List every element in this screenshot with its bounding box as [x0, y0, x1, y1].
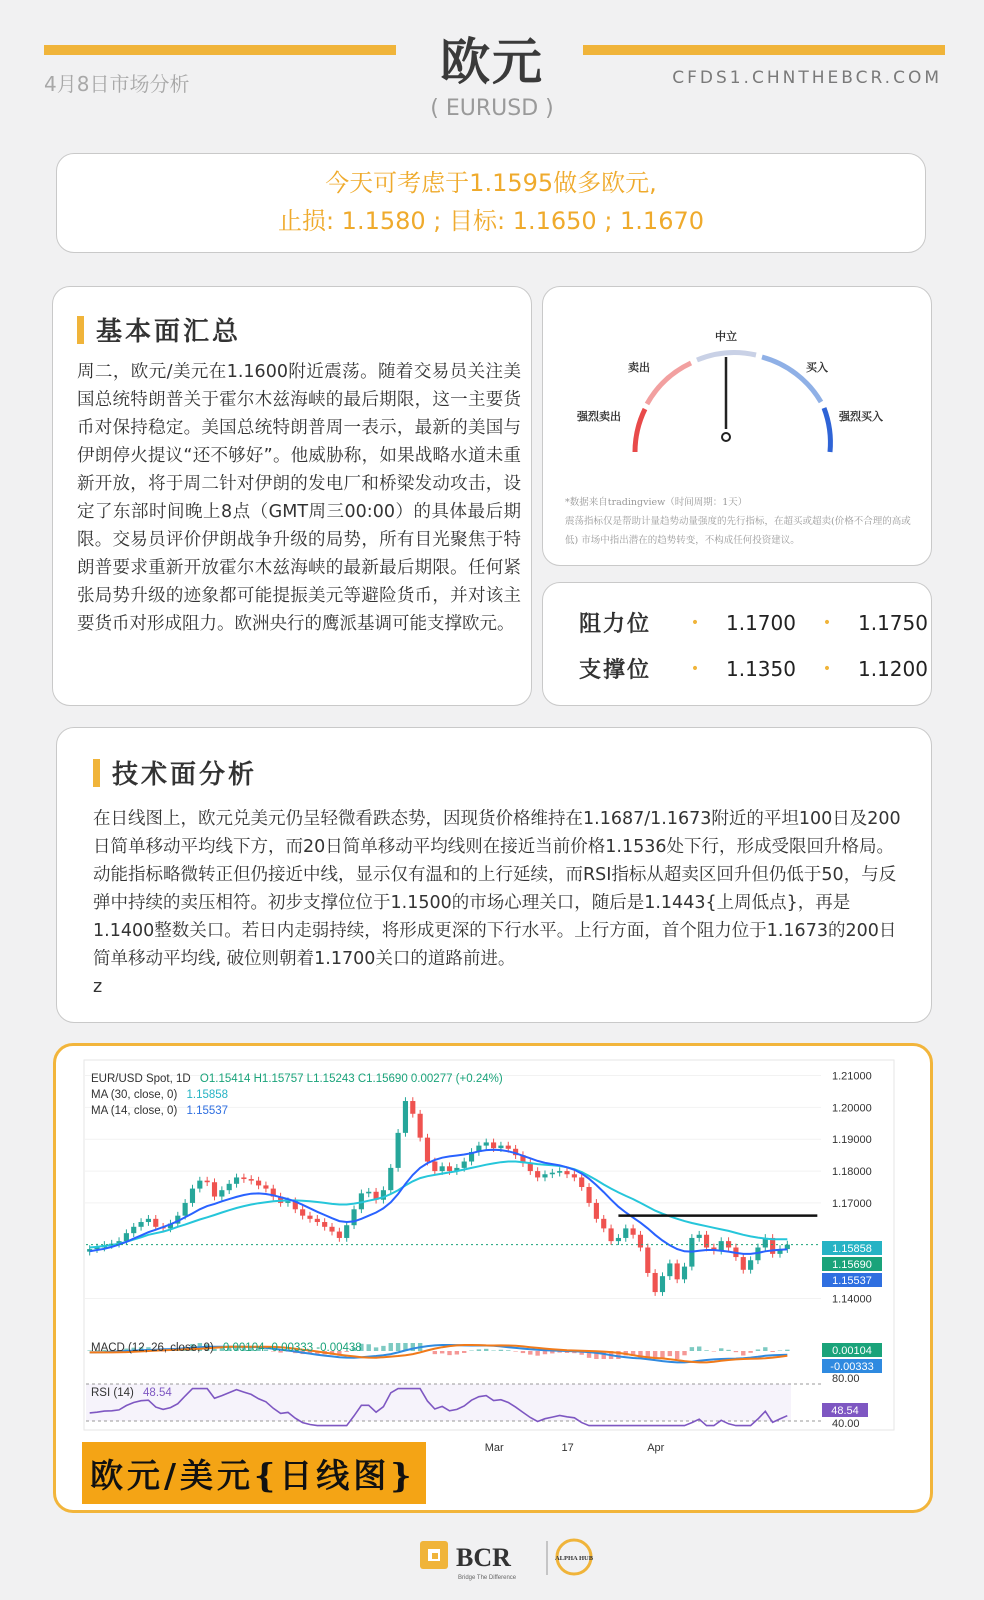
macd-histogram-bar: [469, 1351, 473, 1352]
ma30-legend-label: MA (30, close, 0): [91, 1089, 178, 1101]
footer-logos: [0, 1535, 984, 1585]
macd-histogram-bar: [455, 1351, 459, 1355]
candle-body: [418, 1114, 423, 1138]
rsi-tag-label: 48.54: [831, 1405, 859, 1417]
candle-body: [631, 1228, 636, 1234]
candle-body: [785, 1245, 790, 1249]
macd-histogram-bar: [543, 1351, 547, 1354]
technical-trailing: z: [93, 977, 103, 997]
ma30-legend-value: 1.15858: [186, 1089, 229, 1101]
macd-histogram-bar: [756, 1349, 760, 1351]
gauge-label-buy: 买入: [806, 361, 828, 374]
candle-body: [535, 1171, 540, 1177]
candle-body: [484, 1142, 489, 1145]
bullet-icon: •: [822, 660, 832, 677]
price-tag-label: 1.15690: [832, 1259, 872, 1271]
candle-body: [638, 1235, 643, 1248]
candle-body: [748, 1260, 753, 1270]
y-tick-label: 1.17000: [832, 1197, 872, 1210]
candle-body: [564, 1171, 569, 1174]
resistance-level-1: 1.1700: [726, 610, 796, 635]
candle-body: [462, 1162, 467, 1168]
macd-histogram-bar: [704, 1350, 708, 1351]
candle-body: [337, 1232, 342, 1238]
candles: [87, 1097, 790, 1296]
fundamentals-card: [52, 286, 532, 706]
macd-histogram-bar: [778, 1351, 782, 1352]
macd-tag-label: 0.00104: [832, 1345, 872, 1357]
key-levels-card: [542, 582, 932, 706]
candle-body: [719, 1241, 724, 1251]
candle-body: [667, 1263, 672, 1276]
site-url[interactable]: CFDS1.CHNTHEBCR.COM: [672, 68, 942, 88]
candle-body: [249, 1179, 254, 1181]
macd-histogram-bar: [396, 1343, 400, 1351]
candle-body: [432, 1162, 437, 1172]
chart-caption: 欧元/美元{日线图}: [82, 1442, 426, 1504]
gauge-label-strong-buy: 强烈买入: [839, 410, 883, 423]
gauge-arc-strong-sell: [635, 409, 645, 452]
resistance-row: [579, 607, 943, 638]
chart-title: [91, 1073, 503, 1085]
ma30-legend: [91, 1089, 228, 1101]
macd-histogram-bar: [499, 1350, 503, 1351]
candle-body: [550, 1173, 555, 1175]
y-tick-label: 1.20000: [832, 1102, 872, 1115]
candle-body: [675, 1263, 680, 1279]
page-subtitle: ( EURUSD ): [430, 96, 554, 121]
gauge-arc-sell: [647, 363, 691, 404]
gauge-source-note: *数据来自tradingview（时间周期：1天）: [565, 497, 748, 508]
macd-tag-label: -0.00333: [830, 1361, 874, 1373]
macd-histogram-bar: [491, 1351, 495, 1352]
support-row: [579, 653, 943, 684]
price-chart: [56, 1046, 930, 1510]
macd-histogram-bar: [697, 1347, 701, 1352]
candle-body: [205, 1181, 210, 1183]
macd-histogram-bar: [484, 1349, 488, 1351]
rsi-legend: [91, 1387, 172, 1399]
candle-body: [609, 1228, 614, 1241]
price-tag-label: 1.15537: [832, 1275, 872, 1287]
candle-body: [616, 1238, 621, 1241]
macd-histogram-bar: [690, 1347, 694, 1351]
candle-body: [366, 1192, 371, 1194]
macd-histogram-bar: [433, 1351, 437, 1354]
macd-histogram-bar: [521, 1351, 525, 1353]
candle-body: [190, 1189, 195, 1203]
candle-body: [139, 1222, 144, 1227]
macd-histogram-bar: [506, 1350, 510, 1351]
candle-body: [315, 1219, 320, 1222]
candle-body: [256, 1181, 261, 1186]
macd-histogram-bar: [785, 1350, 789, 1351]
y-tick-label: 1.21000: [832, 1070, 872, 1083]
y-tick-label: 1.18000: [832, 1166, 872, 1179]
footer-brand: BCR: [456, 1543, 511, 1572]
bcr-logo-icon: [420, 1541, 448, 1569]
candle-body: [322, 1222, 327, 1227]
price-chart-card: [53, 1043, 933, 1513]
fundamentals-text: 周二，欧元/美元在1.1600附近震荡。随着交易员关注美国总统特朗普关于霍尔木兹海峡的最后期限，这一主要货币对保持稳定。美国总统特朗普周一表示，最新的美国与伊朗停火提议“还不够好”。他威胁称，如果战略水道未重新开放，将于周二针对伊朗的发电厂和桥梁发动攻击，设定了东部时间晚上8点（GMT周三00:00）的具体最后期限。交易员评价伊朗战争升级的局势，所有目光聚焦于特朗普要求重新开放霍尔木兹海峡的最新最后期限。任何紧张局势升级的迹象都可能提振美元等避险货币，并对该主要货币对形成阻力。欧洲央行的鹰派基调可能支撑欧元。: [77, 362, 521, 634]
rsi-legend-label: RSI (14): [91, 1387, 134, 1399]
candle-body: [344, 1225, 349, 1238]
bullet-icon: •: [822, 614, 832, 631]
candle-body: [219, 1190, 224, 1196]
ma30-line: [90, 1162, 788, 1248]
candle-body: [183, 1203, 188, 1216]
technical-heading: [93, 754, 911, 791]
macd-histogram-bar: [763, 1347, 767, 1351]
gauge-note: [565, 493, 915, 550]
signal-line-2: 止损: 1.1580 ; 目标: 1.1650 ; 1.1670: [277, 207, 705, 235]
bullet-icon: •: [690, 660, 700, 677]
gauge-label-neutral: 中立: [715, 330, 737, 343]
candle-body: [153, 1219, 158, 1227]
candle-body: [131, 1227, 136, 1233]
candle-body: [491, 1142, 496, 1148]
gauge-arc-strong-buy: [824, 408, 830, 452]
fundamentals-heading: [77, 311, 521, 348]
candle-body: [623, 1228, 628, 1238]
price-tags: [822, 1241, 882, 1287]
candle-body: [682, 1267, 687, 1280]
candle-body: [425, 1138, 430, 1162]
gauge-disclaimer: 震荡指标仅是帮助计量趋势动量强度的先行指标，在超买或超卖(价格不合理的高或低) 市场中指出潜在的趋势转变，不构成任何投资建议。: [565, 516, 911, 546]
signal-line-1: 今天可考虑于1.1595做多欧元,: [325, 169, 657, 197]
y-tick-label: 1.14000: [832, 1293, 872, 1306]
heading-accent-bar: [77, 316, 84, 344]
bullet-icon: •: [690, 614, 700, 631]
trade-signal-card: [56, 153, 926, 253]
candle-body: [300, 1209, 305, 1215]
macd-histogram-bar: [719, 1348, 723, 1351]
candle-body: [498, 1146, 503, 1149]
candle-body: [263, 1185, 268, 1188]
candle-body: [403, 1101, 408, 1133]
chart-ohlc: O1.15414 H1.15757 L1.15243 C1.15690 0.00277 (+0.24%): [199, 1073, 503, 1085]
candle-body: [447, 1166, 452, 1171]
macd-histogram-bar: [675, 1351, 679, 1359]
x-tick-label: 17: [561, 1442, 574, 1454]
oscillator-gauge-card: [542, 286, 932, 566]
rsi-legend-value: 48.54: [143, 1387, 172, 1399]
candle-body: [557, 1171, 562, 1173]
macd-histogram-bar: [712, 1351, 716, 1352]
candle-body: [653, 1273, 658, 1292]
macd-legend-label: MACD (12, 26, close, 9): [91, 1342, 214, 1354]
gauge-label-strong-sell: 强烈卖出: [577, 410, 621, 423]
candle-body: [388, 1168, 393, 1190]
chart-symbol: EUR/USD Spot, 1D: [91, 1073, 191, 1085]
price-tag-label: 1.15858: [832, 1243, 872, 1255]
macd-histogram-bar: [734, 1351, 738, 1352]
macd-legend: [91, 1342, 362, 1354]
footer: [0, 1535, 984, 1585]
candle-body: [594, 1203, 599, 1219]
macd-legend-values: 0.00104 -0.00333 -0.00438: [222, 1342, 362, 1354]
resistance-level-2: 1.1750: [858, 610, 928, 635]
candle-body: [542, 1174, 547, 1177]
macd-histogram-bar: [528, 1351, 532, 1355]
ma14-legend-label: MA (14, close, 0): [91, 1105, 178, 1117]
gauge-svg: [543, 287, 933, 487]
macd-histogram-bar: [535, 1351, 539, 1356]
candle-body: [146, 1219, 151, 1222]
macd-histogram-bar: [726, 1350, 730, 1351]
candle-body: [572, 1174, 577, 1177]
rsi-upper-label: 80.00: [832, 1373, 860, 1385]
gauge-label-sell: 卖出: [628, 361, 650, 374]
macd-histogram-bar: [682, 1351, 686, 1355]
candle-body: [234, 1177, 239, 1183]
candle-body: [704, 1235, 709, 1248]
macd-histogram-bar: [477, 1349, 481, 1351]
candle-body: [697, 1235, 702, 1238]
macd-histogram-bar: [440, 1351, 444, 1353]
candle-body: [660, 1276, 665, 1292]
candle-body: [241, 1177, 246, 1179]
macd-histogram-bar: [748, 1351, 752, 1353]
candle-body: [579, 1177, 584, 1187]
candle-body: [212, 1182, 217, 1196]
technical-title: 技术面分析: [112, 760, 258, 790]
candle-body: [329, 1227, 334, 1232]
gauge-pivot: [722, 433, 730, 441]
candle-body: [227, 1184, 232, 1190]
candle-body: [645, 1248, 650, 1273]
macd-histogram-bar: [668, 1351, 672, 1356]
candle-body: [601, 1219, 606, 1229]
footer-partner: ALPHA HUB: [554, 1555, 594, 1562]
macd-histogram-bar: [462, 1351, 466, 1353]
fundamentals-title: 基本面汇总: [96, 317, 242, 347]
macd-histogram-bar: [741, 1351, 745, 1356]
x-tick-label: Mar: [484, 1442, 504, 1454]
support-level-1: 1.1350: [726, 656, 796, 681]
ma14-legend: [91, 1105, 228, 1117]
candle-body: [741, 1257, 746, 1270]
rsi-pane: [86, 1373, 868, 1430]
macd-histogram-bar: [389, 1343, 393, 1351]
ma14-legend-value: 1.15537: [186, 1105, 229, 1117]
page-title: 欧元: [440, 33, 544, 91]
macd-histogram-bar: [513, 1351, 517, 1352]
support-level-2: 1.1200: [858, 656, 928, 681]
x-tick-label: Apr: [647, 1442, 665, 1454]
technical-card: [56, 727, 932, 1023]
support-label: 支撑位: [579, 658, 652, 683]
report-date: 4月8日市场分析: [44, 72, 190, 96]
macd-histogram-bar: [381, 1346, 385, 1351]
technical-text: 在日线图上，欧元兑美元仍呈轻微看跌态势，因现货价格维持在1.1687/1.1673附近的平坦100日及200日简单移动平均线下方，而20日简单移动平均线则在接近当前价格1.1536处下行，形成受限回升格局。动能指标略微转正但仍接近中线，显示仅有温和的上行延续，而RSI指标从超卖区回升但仍低于50，与反弹中持续的卖压相符。初步支撑位位于1.1500的市场心理关口，随后是1.1443{上周低点}，再是1.1400整数关口。若日内走弱持续，将形成更深的下行水平。上行方面，首个阻力位于1.1673的200日简单移动平均线, 破位则朝着1.1700关口的道路前进。: [93, 809, 901, 969]
macd-histogram-bar: [367, 1344, 371, 1351]
candle-body: [586, 1187, 591, 1203]
candle-body: [396, 1133, 401, 1168]
candle-body: [410, 1101, 415, 1114]
resistance-label: 阻力位: [579, 612, 652, 637]
heading-accent-bar: [93, 759, 100, 787]
ma-lines: [86, 1150, 821, 1254]
candle-body: [307, 1216, 312, 1219]
rsi-lower-label: 40.00: [832, 1418, 860, 1430]
macd-histogram-bar: [447, 1351, 451, 1355]
candle-body: [506, 1146, 511, 1149]
candle-body: [440, 1166, 445, 1171]
candle-body: [285, 1201, 290, 1203]
y-tick-label: 1.19000: [832, 1134, 872, 1147]
candle-body: [197, 1181, 202, 1189]
macd-histogram-bar: [770, 1351, 774, 1352]
footer-tagline: Bridge The Difference: [458, 1575, 517, 1581]
candle-body: [351, 1209, 356, 1225]
macd-histogram-bar: [374, 1347, 378, 1351]
